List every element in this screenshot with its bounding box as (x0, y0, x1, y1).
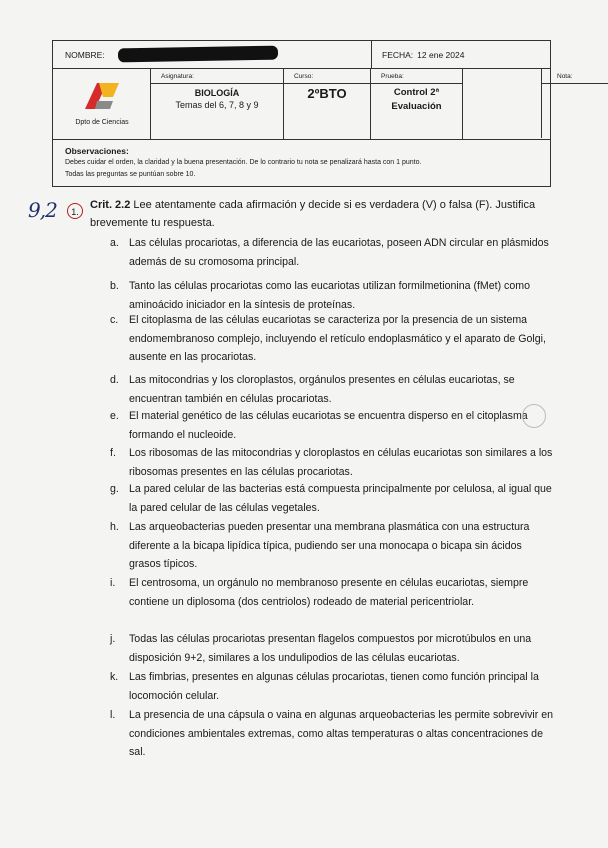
item-text: Las células procariotas, a diferencia de las eucariotas, poseen ADN circular en plásmidos además de su cromosoma principal. (129, 237, 549, 268)
observaciones-line2: Todas las preguntas se puntúan sobre 10. (65, 171, 196, 178)
item-label: l. (110, 709, 116, 721)
item-label: e. (110, 410, 119, 422)
question-number: 1. (67, 203, 83, 219)
item-text: Tanto las células procariotas como las eucariotas utilizan formilmetionina (fMet) como aminoácido iniciador en la síntesis de proteínas. (129, 280, 530, 311)
curso-cell (284, 69, 371, 139)
header-row-name-date (53, 41, 550, 69)
asignatura-cell (151, 69, 284, 139)
item-label: i. (110, 577, 116, 589)
fecha-cell (372, 41, 550, 68)
curso-value: 2ºBTO (307, 86, 347, 101)
item-text: Todas las células procariotas presentan flagelos compuestos por microtúbulos en una disposición 9+2, similares a los undulipodios de las células eucariotas. (129, 633, 532, 664)
item-label: c. (110, 314, 119, 326)
item-text: Las fimbrias, presentes en algunas células procariotas, tienen como función principal la locomoción celular. (129, 671, 539, 702)
department-name: Dpto de Ciencias (75, 119, 129, 126)
item-label: j. (110, 633, 116, 645)
header-row-details (53, 69, 573, 140)
list-item (108, 311, 553, 371)
item-text: El material genético de las células eucariotas se encuentra disperso en el citoplasma formando el nucleoide. (129, 410, 528, 441)
item-label: h. (110, 521, 119, 533)
fecha-label: FECHA: (382, 50, 414, 60)
item-label: d. (110, 374, 119, 386)
handwritten-score: 9,2 (28, 198, 57, 222)
item-text: Las arqueobacterias pueden presentar una membrana plasmática con una estructura diferente a la bicapa lipídica típica, pudiendo ser una monocapa o bicapa sin ácidos grasos típicos. (129, 521, 530, 571)
nombre-label: NOMBRE: (65, 50, 105, 60)
observaciones-label: Observaciones: (65, 146, 129, 156)
item-text: El citoplasma de las células eucariotas se caracteriza por la presencia de un sistema endomembranoso complejo, incluyendo el retículo endoplasmático y el aparato de Golgi, ausente en las procariotas. (129, 314, 546, 364)
temas-value: Temas del 6, 7, 8 y 9 (175, 100, 259, 110)
item-text: Las mitocondrias y los cloroplastos, orgánulos presentes en células eucariotas, se encuentran también en células procariotas. (129, 374, 515, 405)
list-item (108, 234, 553, 277)
criterion-label: Crit. 2.2 (90, 199, 131, 211)
item-label: g. (110, 483, 119, 495)
logo-cell (53, 69, 151, 139)
list-item (108, 706, 553, 762)
list-item (108, 574, 553, 630)
prueba-value-line2: Evaluación (391, 101, 442, 112)
nota-label: Nota: (541, 69, 608, 84)
name-redaction (118, 46, 278, 63)
question-prompt (90, 196, 550, 232)
asignatura-value: BIOLOGÍA (194, 88, 240, 98)
list-item (108, 371, 553, 407)
list-item (108, 668, 553, 706)
item-text: Los ribosomas de las mitocondrias y cloroplastos en células eucariotas son similares a los ribosomas presentes en las células procariotas. (129, 447, 553, 478)
item-label: k. (110, 671, 119, 683)
prueba-value-line1: Control 2ª (393, 87, 440, 98)
fecha-value: 12 ene 2024 (417, 50, 465, 60)
list-item (108, 407, 553, 444)
curso-label: Curso: (284, 69, 370, 84)
list-item (108, 518, 553, 574)
item-label: f. (110, 447, 116, 459)
exam-header-table (52, 40, 573, 187)
asignatura-label: Asignatura: (151, 69, 283, 84)
list-item (108, 480, 553, 518)
prueba-label: Prueba: (371, 69, 462, 84)
observaciones-line1: Debes cuidar el orden, la claridad y la buena presentación. De lo contrario tu nota se penalizará hasta con 1 punto. (65, 159, 422, 166)
prueba-cell (371, 69, 463, 139)
statement-list (108, 234, 553, 762)
item-label: b. (110, 280, 119, 292)
observaciones-row (53, 140, 550, 186)
nombre-cell (53, 41, 372, 68)
item-label: a. (110, 237, 119, 249)
item-text: La pared celular de las bacterias está compuesta principalmente por celulosa, al igual que la pared celular de las células vegetales. (129, 483, 552, 514)
item-text: El centrosoma, un orgánulo no membranoso presente en células eucariotas, siempre contiene un diplosoma (dos centriolos) rodeado de material pericentriolar. (129, 577, 529, 608)
department-logo-icon (83, 77, 121, 111)
list-item (108, 277, 553, 311)
nota-divider (463, 69, 542, 138)
pencil-mark-circle (522, 404, 546, 428)
nota-cell (463, 69, 573, 139)
item-text: La presencia de una cápsula o vaina en algunas arqueobacterias les permite sobrevivir en condiciones ambientales extremas, como altas temperaturas o altas concentraciones de sal. (129, 709, 554, 759)
list-item (108, 444, 553, 480)
list-item (108, 630, 553, 668)
prompt-text: Lee atentamente cada afirmación y decide si es verdadera (V) o falsa (F). Justifica brevemente tu respuesta. (90, 199, 536, 229)
